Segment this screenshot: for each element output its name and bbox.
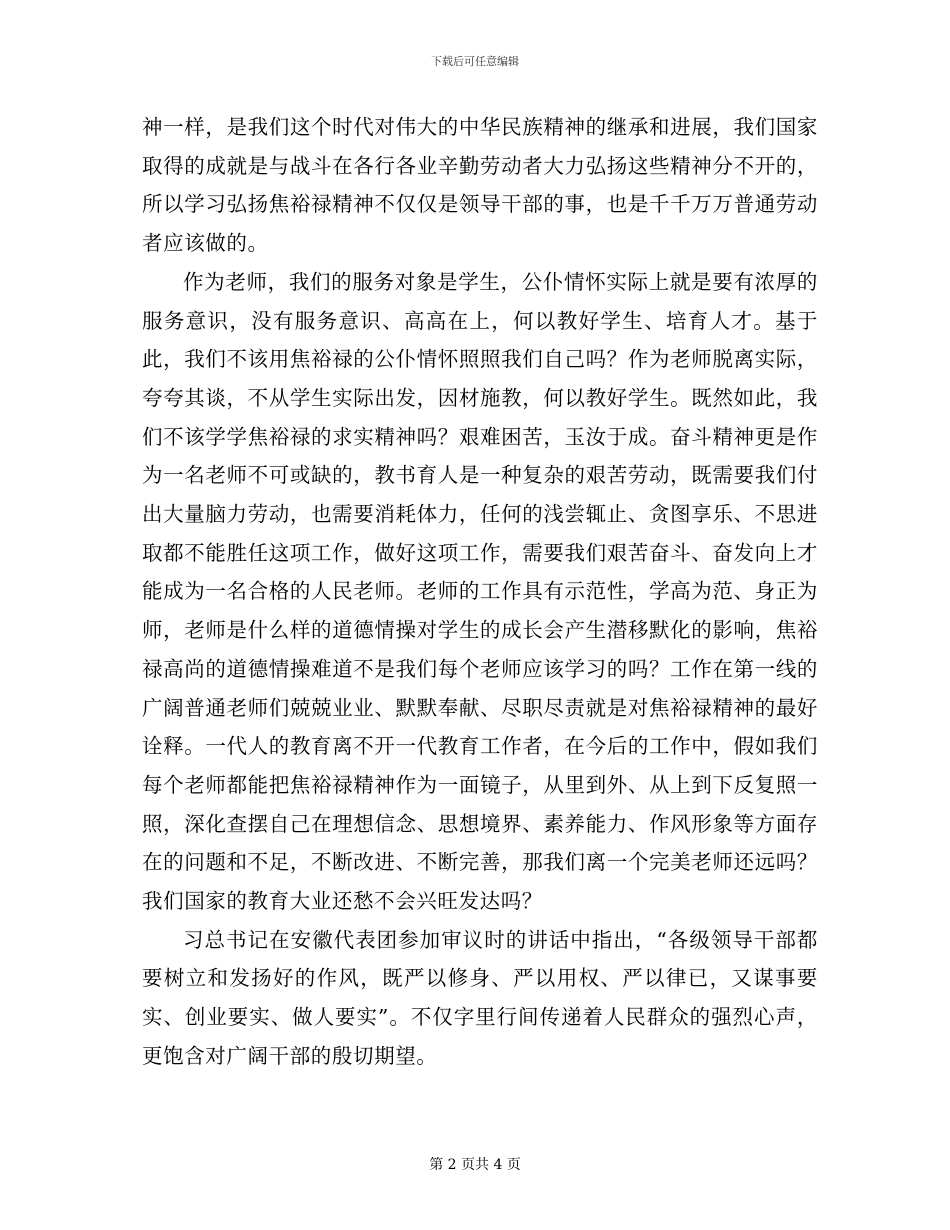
document-body xyxy=(142,108,818,1076)
page-header-note: 下载后可任意编辑 xyxy=(431,55,519,68)
paragraph-teacher-service: 作为老师，我们的服务对象是学生，公仆情怀实际上就是要有浓厚的服务意识，没有服务意识、高高在上，何以教好学生、培育人才。基于此，我们不该用焦裕禄的公仆情怀照照我们自己吗？作为老师脱离实际，夸夸其谈，不从学生实际出发，因材施教，何以教好学生。既然如此，我们不该学学焦裕禄的求实精神吗？艰难困苦，玉汝于成。奋斗精神更是作为一名老师不可或缺的，教书育人是一种复杂的艰苦劳动，既需要我们付出大量脑力劳动，也需要消耗体力，任何的浅尝辄止、贪图享乐、不思进取都不能胜任这项工作，做好这项工作，需要我们艰苦奋斗、奋发向上才能成为一名合格的人民老师。老师的工作具有示范性，学高为范、身正为师，老师是什么样的道德情操对学生的成长会产生潜移默化的影响，焦裕禄高尚的道德情操难道不是我们每个老师应该学习的吗？工作在第一线的广阔普通老师们兢兢业业、默默奉献、尽职尽责就是对焦裕禄精神的最好诠释。一代人的教育离不开一代教育工作者，在今后的工作中，假如我们每个老师都能把焦裕禄精神作为一面镜子，从里到外、从上到下反复照一照，深化查摆自己在理想信念、思想境界、素养能力、作风形象等方面存在的问题和不足，不断改进、不断完善，那我们离一个完美老师还远吗？我们国家的教育大业还愁不会兴旺发达吗？ xyxy=(142,269,818,914)
paragraph-general-secretary-quote: 习总书记在安徽代表团参加审议时的讲话中指出，“各级领导干部都要树立和发扬好的作风，既严以修身、严以用权、严以律已，又谋事要实、创业要实、做人要实”。不仅字里行间传递着人民群众的强烈心声，更饱含对广阔干部的殷切期望。 xyxy=(142,927,818,1068)
paragraph-continuation: 神一样，是我们这个时代对伟大的中华民族精神的继承和进展，我们国家取得的成就是与战斗在各行各业辛勤劳动者大力弘扬这些精神分不开的，所以学习弘扬焦裕禄精神不仅仅是领导干部的事，也是千千万万普通劳动者应该做的。 xyxy=(142,115,818,256)
page-number: 第 2 页共 4 页 xyxy=(429,1157,521,1173)
